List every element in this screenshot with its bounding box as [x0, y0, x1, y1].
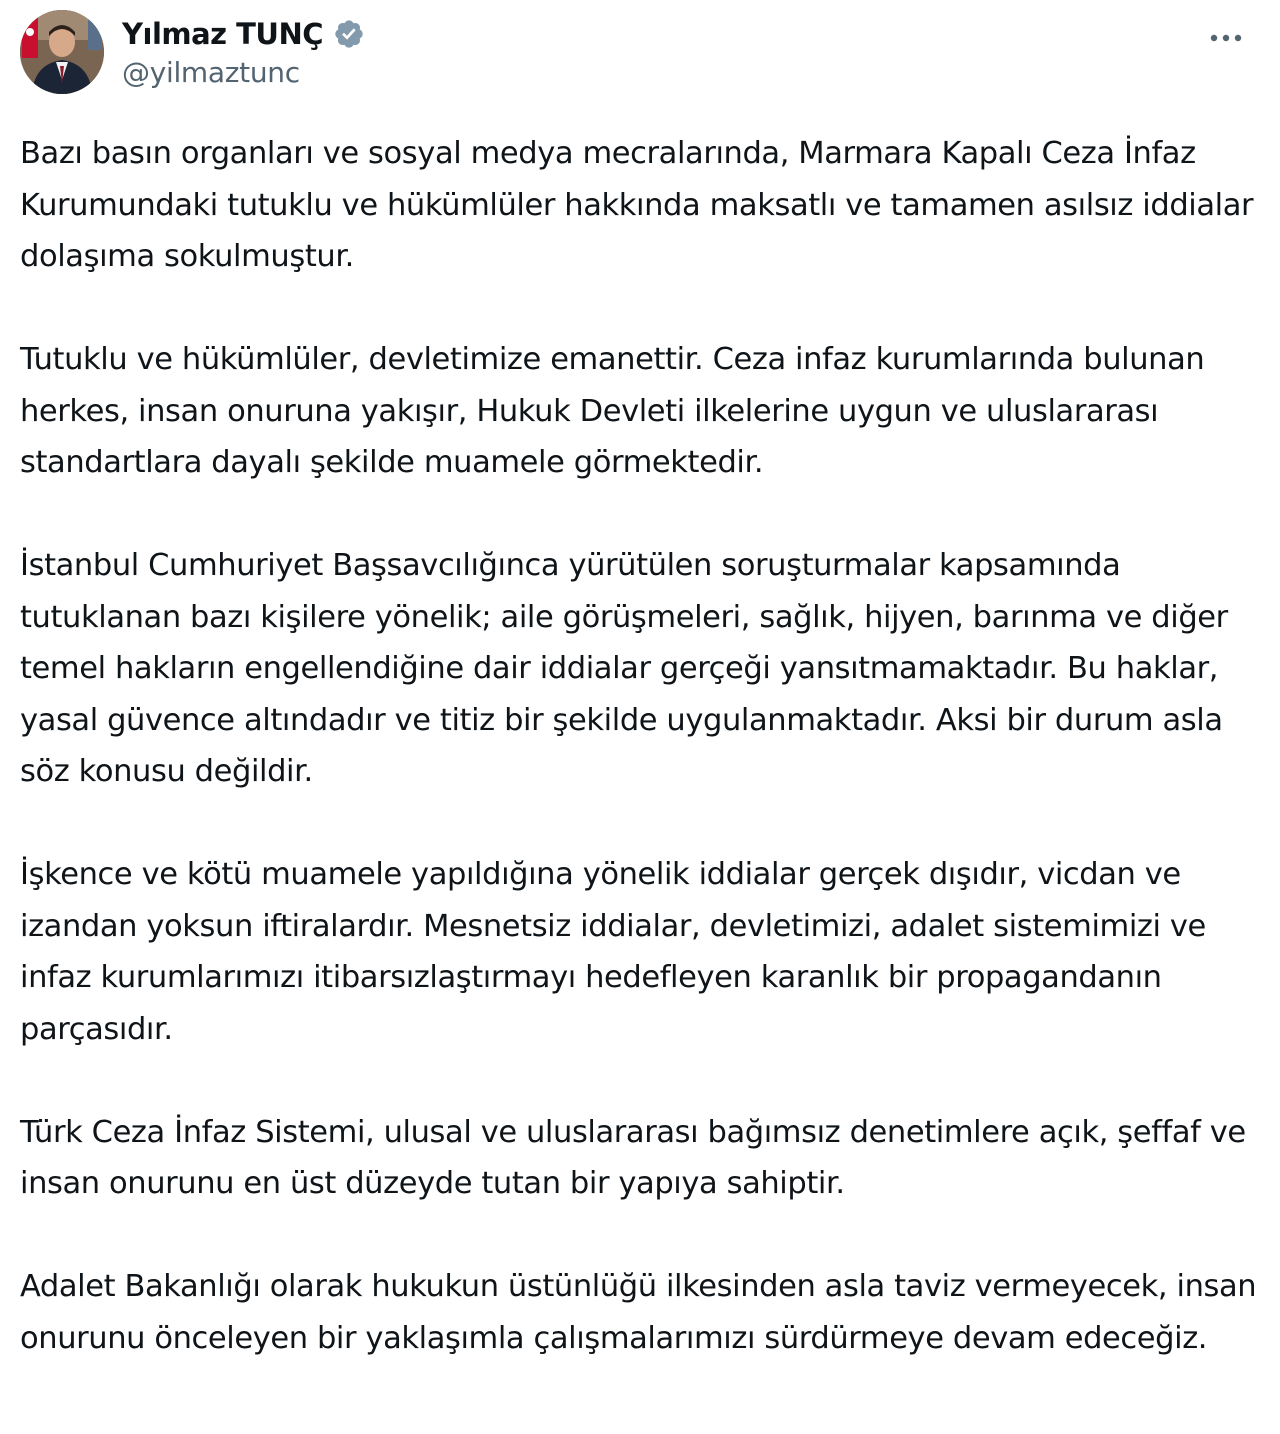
tweet-text — [20, 128, 1260, 1364]
display-name[interactable]: Yılmaz TUNÇ — [122, 17, 324, 51]
tweet-paragraph: Tutuklu ve hükümlüler, devletimize emanettir. Ceza infaz kurumlarında bulunan herkes, insan onuruna yakışır, Hukuk Devleti ilkelerine uygun ve uluslararası standartlara dayalı şekilde muamele görmektedir. — [20, 342, 1205, 480]
verified-badge-icon[interactable] — [333, 18, 365, 50]
tweet-paragraph: İstanbul Cumhuriyet Başsavcılığınca yürütülen soruşturmalar kapsamında tutuklanan bazı kişilere yönelik; aile görüşmeleri, sağlık, hijyen, barınma ve diğer temel hakların engellendiğine dair iddialar gerçeği yansıtmamaktadır. Bu haklar, yasal güvence altındadır ve titiz bir şekilde uygulanmaktadır. Aksi bir durum asla söz konusu değildir. — [20, 548, 1228, 789]
tweet-header — [20, 10, 1260, 100]
tweet-paragraph: Türk Ceza İnfaz Sistemi, ulusal ve uluslararası bağımsız denetimlere açık, şeffaf ve insan onurunu en üst düzeyde tutan bir yapıya sahiptir. — [20, 1114, 1246, 1201]
more-horizontal-icon — [1208, 32, 1244, 44]
user-info — [122, 12, 365, 89]
tweet-paragraph: Bazı basın organları ve sosyal medya mecralarında, Marmara Kapalı Ceza İnfaz Kurumundaki tutuklu ve hükümlüler hakkında maksatlı ve tamamen asılsız iddialar dolaşıma sokulmuştur. — [20, 136, 1254, 274]
name-row[interactable] — [122, 12, 365, 56]
user-handle[interactable]: @yilmaztunc — [122, 56, 300, 89]
tweet-paragraph: İşkence ve kötü muamele yapıldığına yönelik iddialar gerçek dışıdır, vicdan ve izandan yoksun iftiralardır. Mesnetsiz iddialar, devletimizi, adalet sistemimizi ve infaz kurumlarımızı itibarsızlaştırmayı hedefleyen karanlık bir propagandanın parçasıdır. — [20, 857, 1206, 1047]
avatar[interactable] — [20, 10, 104, 94]
more-options-button[interactable] — [1204, 16, 1248, 60]
tweet-paragraph: Adalet Bakanlığı olarak hukukun üstünlüğü ilkesinden asla taviz vermeyecek, insan onurunu önceleyen bir yaklaşımla çalışmalarımızı sürdürmeye devam edeceğiz. — [20, 1269, 1257, 1356]
profile-photo-icon — [20, 10, 104, 94]
